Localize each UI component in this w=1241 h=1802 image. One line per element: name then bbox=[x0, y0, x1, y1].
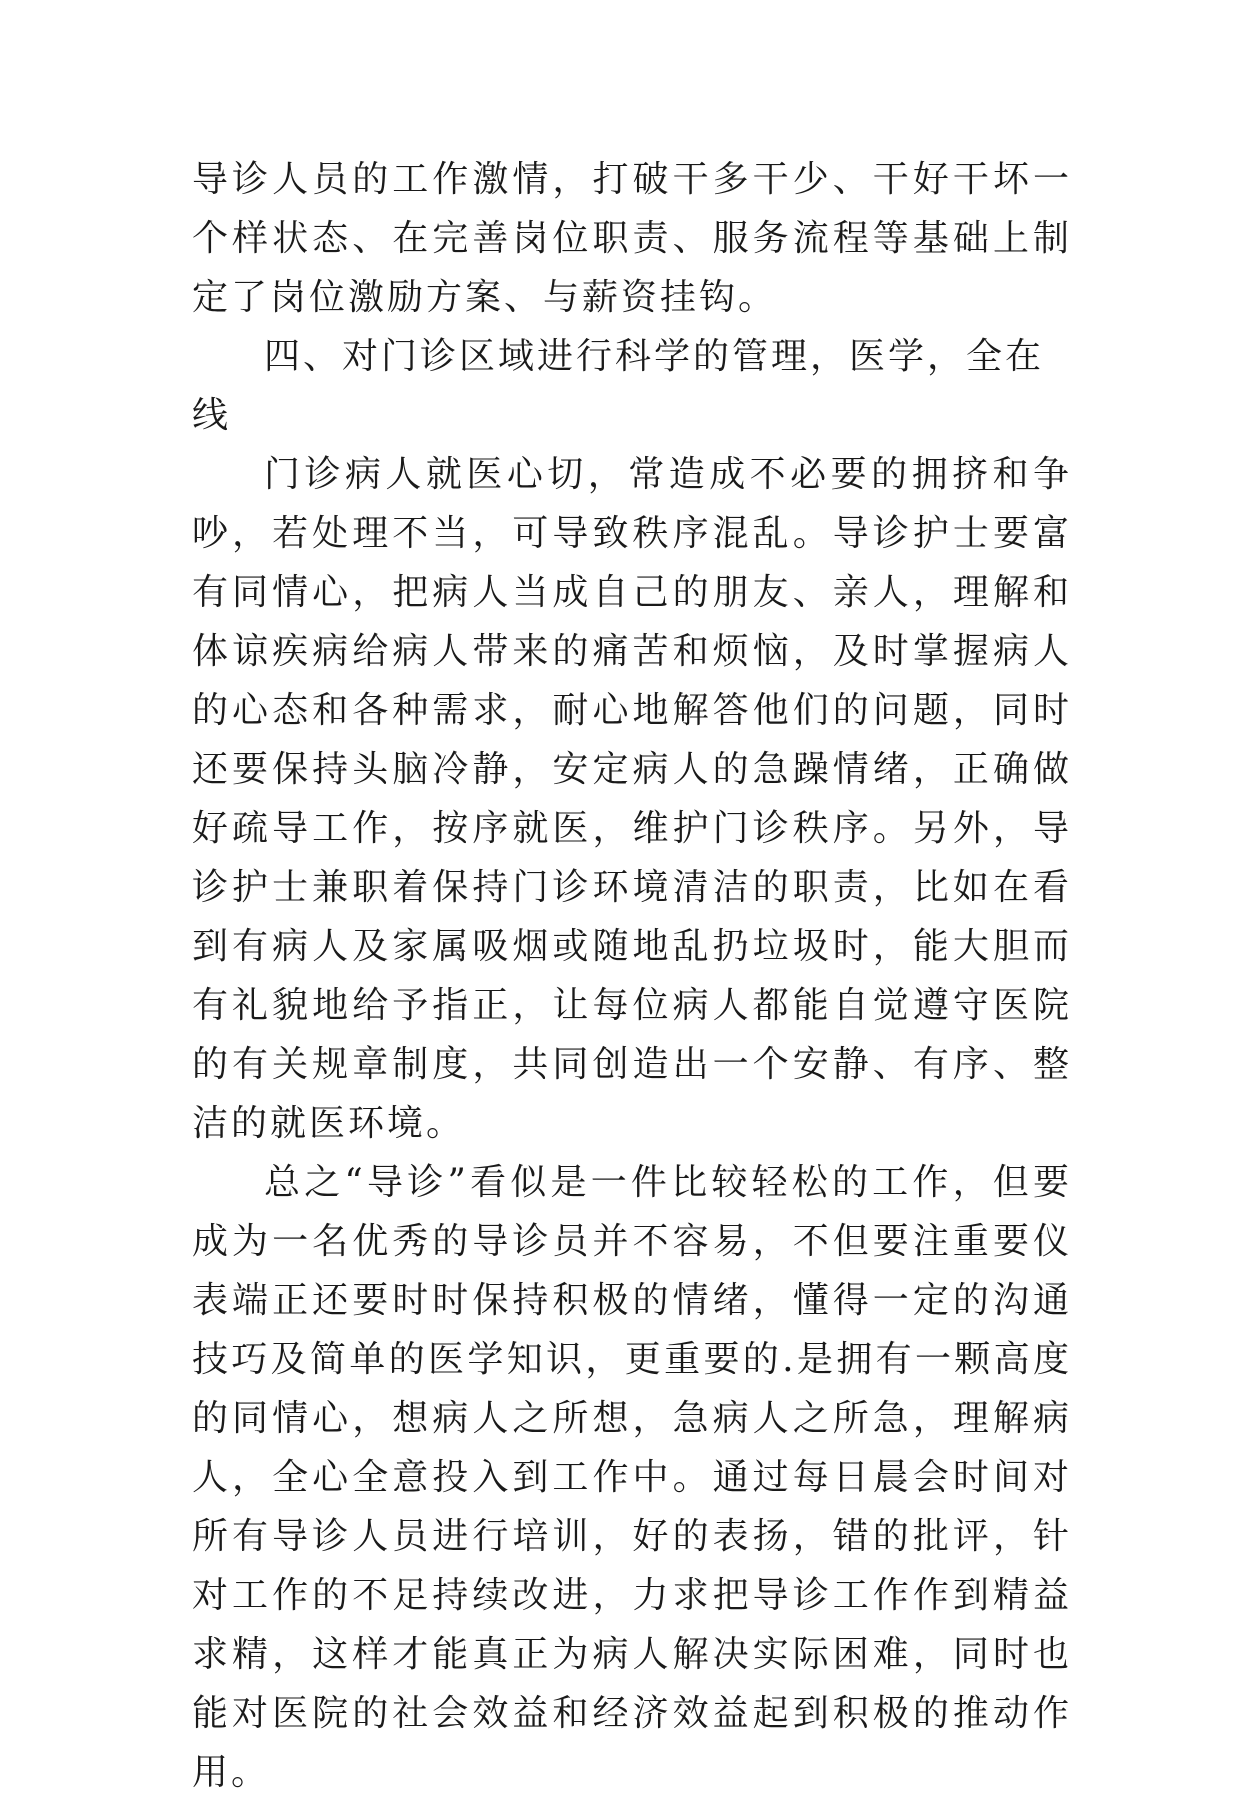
paragraph-summary: 总之“导诊”看似是一件比较轻松的工作，但要成为一名优秀的导诊员并不容易，不但要注重要仪表端正还要时时保持积极的情绪，懂得一定的沟通技巧及简单的医学知识，更重要的.是拥有一颗高度的同情心，想病人之所想，急病人之所急，理解病人，全心全意投入到工作中。通过每日晨会时间对所有导诊人员进行培训，好的表扬，错的批评，针对工作的不足持续改进，力求把导诊工作作到精益求精，这样才能真正为病人解决实际困难，同时也能对医院的社会效益和经济效益起到积极的推动作用。 bbox=[192, 1162, 1072, 1793]
section-heading: 四、对门诊区域进行科学的管理，医学，全在线 bbox=[192, 336, 1045, 436]
paragraph-continuation: 导诊人员的工作激情，打破干多干少、干好干坏一个样状态、在完善岗位职责、服务流程等基础上制定了岗位激励方案、与薪资挂钩。 bbox=[192, 159, 1072, 318]
document-body bbox=[192, 150, 1072, 1802]
paragraph-outpatient-management: 门诊病人就医心切，常造成不必要的拥挤和争吵，若处理不当，可导致秩序混乱。导诊护士要富有同情心，把病人当成自己的朋友、亲人，理解和体谅疾病给病人带来的痛苦和烦恼，及时掌握病人的心态和各种需求，耐心地解答他们的问题，同时还要保持头脑冷静，安定病人的急躁情绪，正确做好疏导工作，按序就医，维护门诊秩序。另外，导诊护士兼职着保持门诊环境清洁的职责，比如在看到有病人及家属吸烟或随地乱扔垃圾时，能大胆而有礼貌地给予指正，让每位病人都能自觉遵守医院的有关规章制度，共同创造出一个安静、有序、整洁的就医环境。 bbox=[192, 454, 1072, 1144]
